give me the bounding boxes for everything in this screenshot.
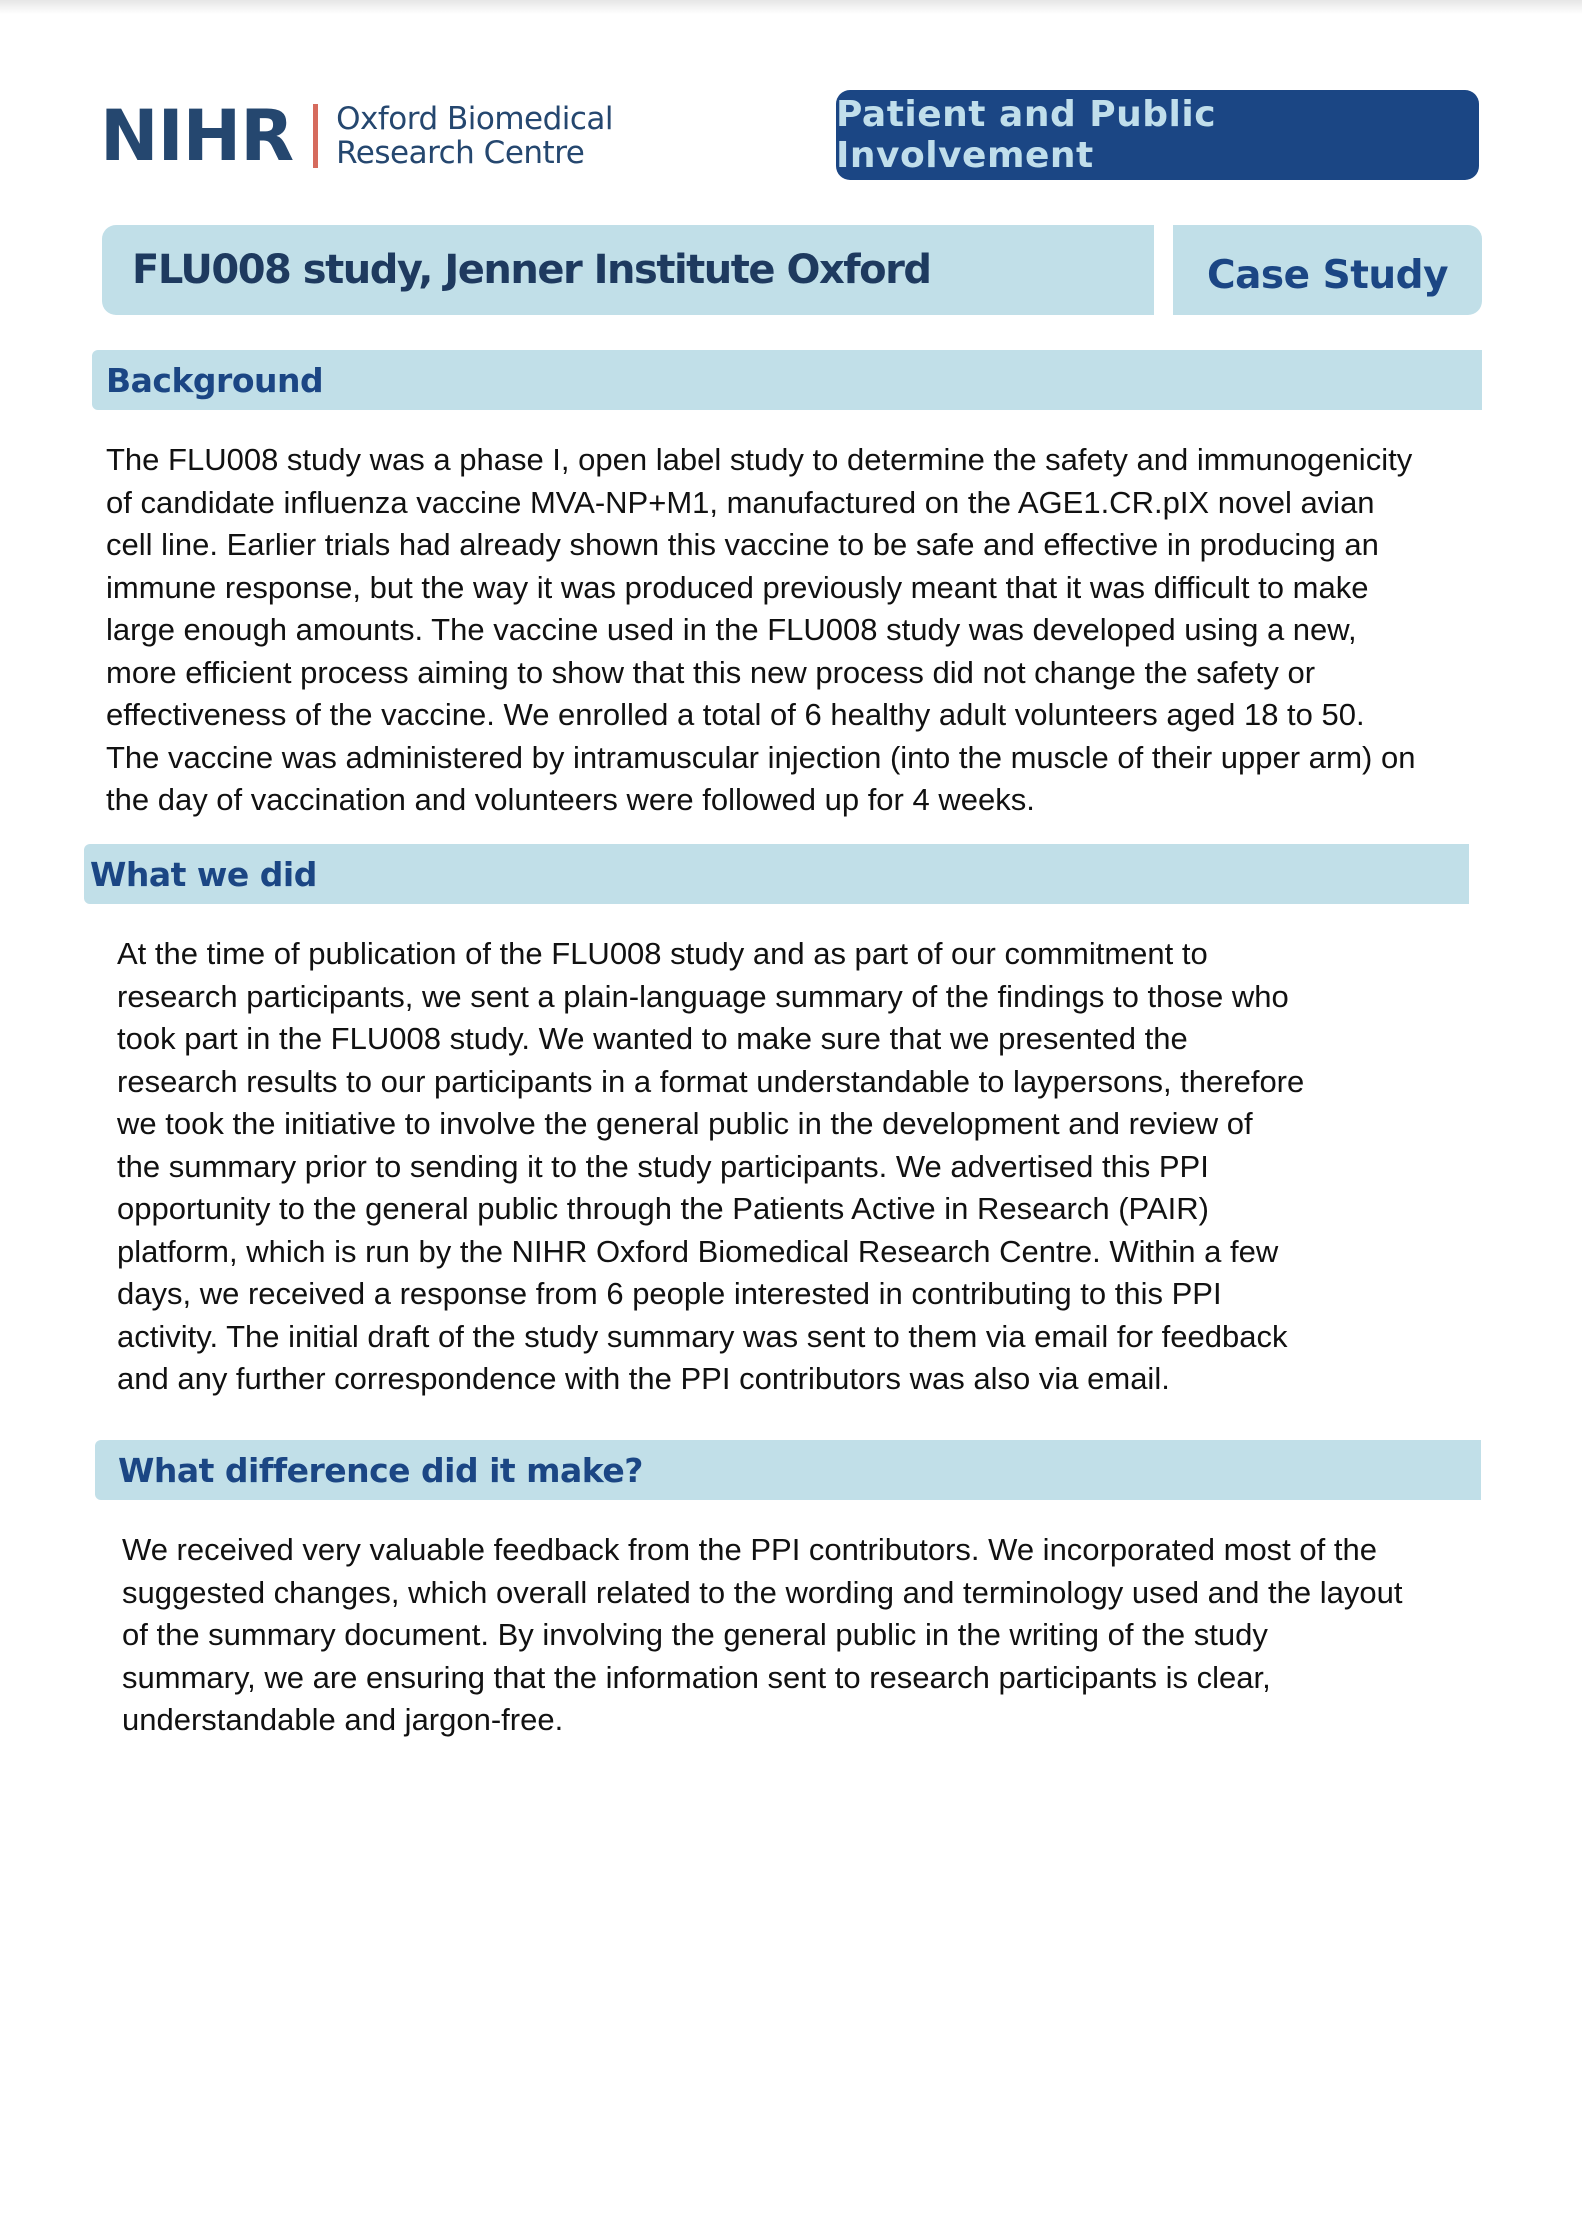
text-line: we took the initiative to involve the general public in the development and review of <box>117 1106 1253 1141</box>
page-title: FLU008 study, Jenner Institute Oxford <box>132 247 931 293</box>
text-line: opportunity to the general public through the Patients Active in Research (PAIR) <box>117 1191 1209 1226</box>
logo-name-line1: Oxford Biomedical <box>336 101 614 137</box>
text-line: effectiveness of the vaccine. We enrolled a total of 6 healthy adult volunteers aged 18 to 50. <box>106 697 1365 732</box>
text-line: took part in the FLU008 study. We wanted to make sure that we presented the <box>117 1021 1188 1056</box>
logo-name-line2: Research Centre <box>336 135 585 171</box>
text-line: activity. The initial draft of the study summary was sent to them via email for feedback <box>117 1318 1288 1354</box>
text-line: and any further correspondence with the PPI contributors was also via email. <box>117 1361 1170 1396</box>
text-line: research results to our participants in a format understandable to laypersons, therefore <box>117 1063 1305 1099</box>
text-line: immune response, but the way it was produced previously meant that it was difficult to make <box>106 569 1369 605</box>
section-heading: Background <box>106 360 324 400</box>
ppi-banner: Patient and Public Involvement <box>836 90 1479 180</box>
section-header-background <box>92 350 1482 410</box>
text-line: cell line. Earlier trials had already shown this vaccine to be safe and effective in producing an <box>106 527 1379 562</box>
text-line: We received very valuable feedback from the PPI contributors. We incorporated most of the <box>122 1532 1377 1567</box>
section-heading: What difference did it make? <box>118 1450 643 1490</box>
section-body-what-we-did <box>117 933 1304 1401</box>
section-heading: What we did <box>90 854 317 894</box>
text-line: understandable and jargon-free. <box>122 1702 564 1737</box>
text-line: of the summary document. By involving the general public in the writing of the study <box>122 1617 1268 1652</box>
section-header-what-difference <box>95 1440 1481 1500</box>
doc-type-label: Case Study <box>1206 252 1449 298</box>
section-body-background <box>106 439 1415 822</box>
text-line: the day of vaccination and volunteers were followed up for 4 weeks. <box>106 782 1035 817</box>
title-box <box>102 225 1154 315</box>
text-line: summary, we are ensuring that the information sent to research participants is clear, <box>122 1659 1271 1695</box>
text-line: suggested changes, which overall related to the wording and terminology used and the layout <box>122 1574 1403 1610</box>
text-line: of candidate influenza vaccine MVA-NP+M1, manufactured on the AGE1.CR.pIX novel avian <box>106 484 1375 520</box>
text-line: large enough amounts. The vaccine used in the FLU008 study was developed using a new, <box>106 612 1357 647</box>
page-top-shadow <box>0 0 1582 14</box>
text-line: the summary prior to sending it to the study participants. We advertised this PPI <box>117 1148 1209 1184</box>
text-line: more efficient process aiming to show that this new process did not change the safety or <box>106 654 1316 690</box>
section-body-what-difference <box>122 1529 1402 1742</box>
logo-acronym: NIHR <box>100 95 294 177</box>
text-line: At the time of publication of the FLU008 study and as part of our commitment to <box>117 936 1208 971</box>
doc-type-box <box>1173 225 1482 315</box>
logo-divider <box>313 104 318 168</box>
text-line: days, we received a response from 6 people interested in contributing to this PPI <box>117 1276 1222 1311</box>
nihr-oxford-brc-logo <box>100 96 613 176</box>
text-line: The vaccine was administered by intramuscular injection (into the muscle of their upper arm) on <box>106 739 1416 775</box>
text-line: The FLU008 study was a phase I, open label study to determine the safety and immunogenicity <box>106 442 1413 477</box>
logo-organization-name <box>336 102 613 170</box>
text-line: research participants, we sent a plain-language summary of the findings to those who <box>117 978 1289 1014</box>
section-header-what-we-did <box>84 844 1469 904</box>
text-line: platform, which is run by the NIHR Oxford Biomedical Research Centre. Within a few <box>117 1233 1279 1269</box>
